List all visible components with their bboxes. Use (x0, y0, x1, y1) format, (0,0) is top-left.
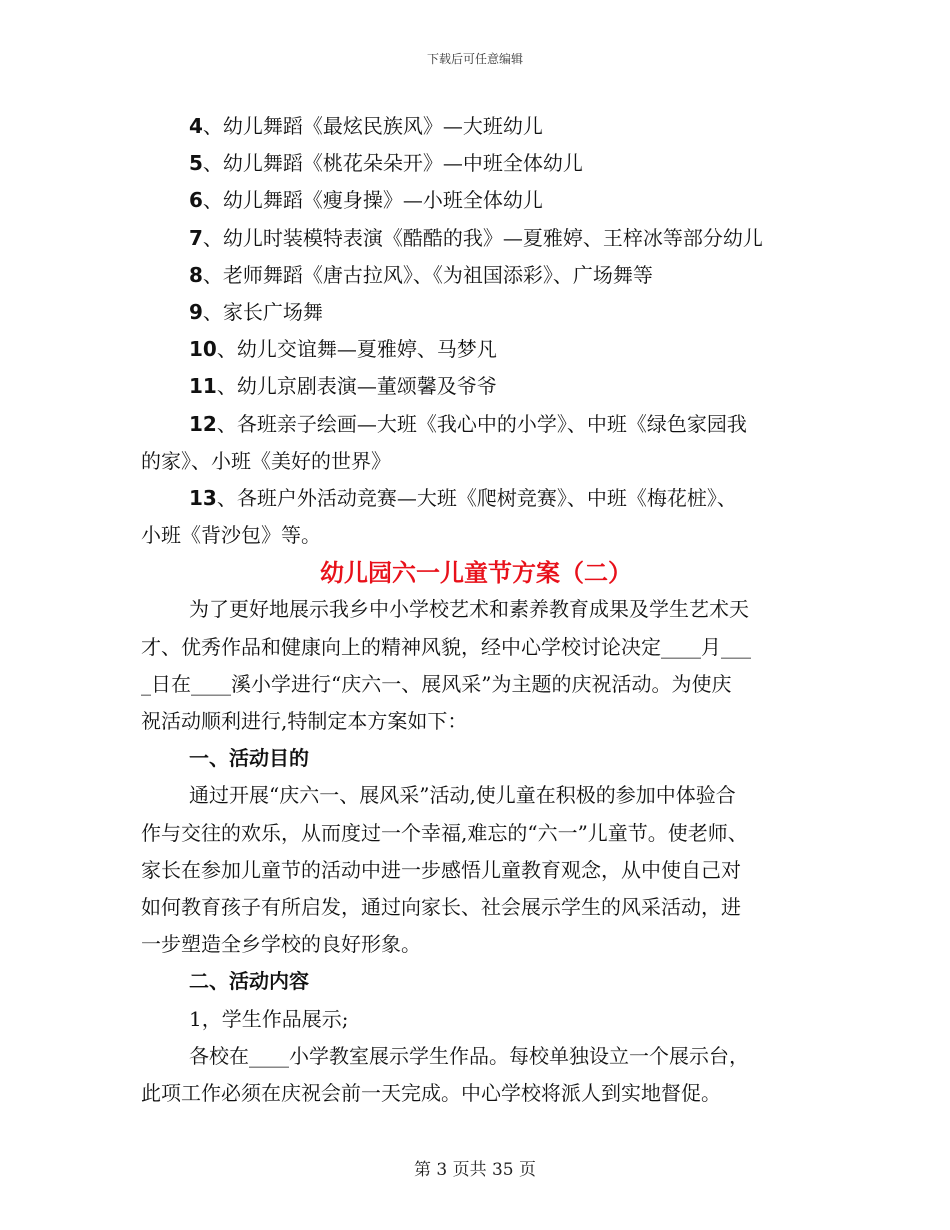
page-footer: 第 3 页共 35 页 (413, 1160, 537, 1180)
page-header: 下载后可任意编辑 (426, 52, 523, 66)
exhibit-paragraph (141, 1038, 811, 1112)
list-item: 10、幼儿交谊舞—夏雅婷、马梦凡 (189, 337, 497, 362)
list-item: 8、老师舞蹈《唐古拉风》、《为祖国添彩》、广场舞等 (189, 262, 653, 287)
paragraph-line: 此项工作必须在庆祝会前一天完成。中心学校将派人到实地督促。 (141, 1080, 721, 1105)
list-item-continuation: 的家》、小班《美好的世界》 (141, 448, 391, 473)
list-item: 12、各班亲子绘画—大班《我心中的小学》、中班《绿色家园我 (189, 411, 747, 436)
list-item: 11、幼儿京剧表演—董颂馨及爷爷 (189, 374, 497, 399)
list-item: 6、幼儿舞蹈《瘦身操》—小班全体幼儿 (189, 188, 543, 213)
list-item: 5、幼儿舞蹈《桃花朵朵开》—中班全体幼儿 (189, 151, 583, 176)
section-title: 幼儿园六一儿童节方案（二） (320, 558, 632, 588)
paragraph-line: 如何教育孩子有所启发，通过向家长、社会展示学生的风采活动，进 (141, 894, 741, 919)
paragraph-line: 各校在____小学教室展示学生作品。每校单独设立一个展示台， (189, 1043, 749, 1068)
list-item: 4、幼儿舞蹈《最炫民族风》—大班幼儿 (189, 114, 543, 138)
purpose-paragraph (141, 777, 811, 963)
paragraph-line: 作与交往的欢乐，从而度过一个幸福,难忘的“六一”儿童节。使老师、 (141, 820, 748, 845)
paragraph-line: 一步塑造全乡学校的良好形象。 (141, 932, 421, 957)
heading-purpose: 一、活动目的 (189, 746, 309, 771)
paragraph-line: _日在____溪小学进行“庆六一、展风采”为主题的庆祝活动。为使庆 (141, 671, 732, 696)
list-item: 9、家长广场舞 (189, 299, 323, 324)
paragraph-line: 才、优秀作品和健康向上的精神风貌，经中心学校讨论决定____月___ (141, 634, 751, 659)
subheading-exhibit: 1，学生作品展示; (189, 1006, 349, 1031)
program-list (141, 108, 811, 554)
list-item: 7、幼儿时装模特表演《酷酷的我》—夏雅婷、王梓冰等部分幼儿 (189, 225, 763, 250)
heading-content: 二、活动内容 (189, 969, 309, 994)
list-item-continuation: 小班《背沙包》等。 (141, 523, 321, 548)
list-item: 13、各班户外活动竞赛—大班《爬树竞赛》、中班《梅花桩》、 (189, 485, 737, 510)
paragraph-line: 家长在参加儿童节的活动中进一步感悟儿童教育观念，从中使自己对 (141, 857, 741, 882)
paragraph-line: 通过开展“庆六一、展风采”活动,使儿童在积极的参加中体验合 (189, 783, 736, 808)
paragraph-line: 为了更好地展示我乡中小学校艺术和素养教育成果及学生艺术天 (189, 597, 749, 622)
document-body (141, 108, 811, 1112)
intro-paragraph (141, 591, 811, 740)
paragraph-line: 祝活动顺利进行,特制定本方案如下： (141, 709, 468, 733)
